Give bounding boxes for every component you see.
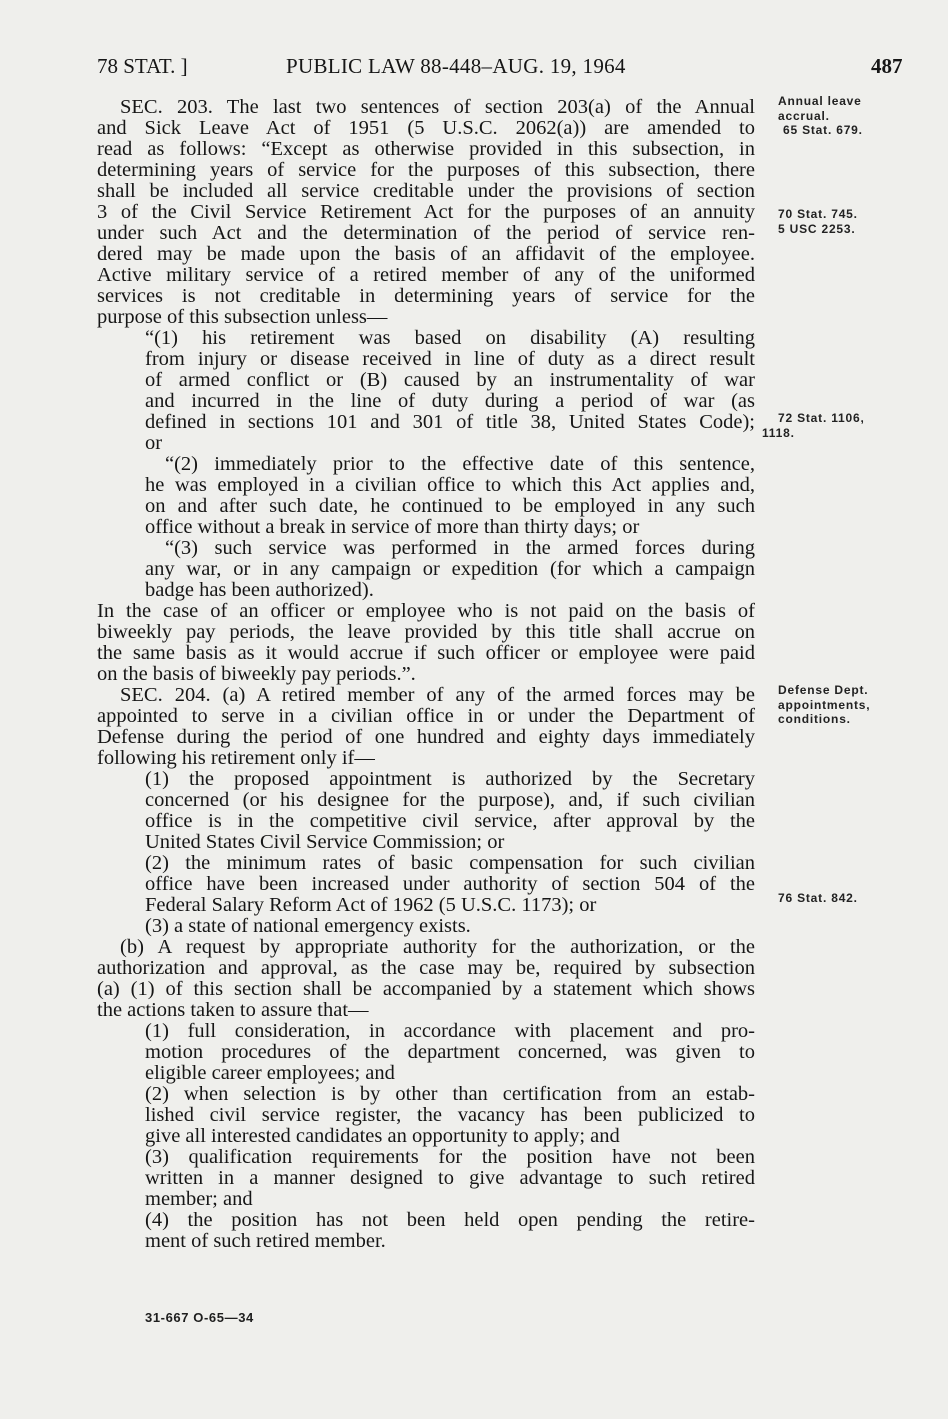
- text-line: ment of such retired member.: [145, 1230, 386, 1252]
- margin-note-76-stat: [778, 891, 858, 906]
- paragraph-sec-204-b-1: [97, 1021, 755, 1084]
- text-line: on the basis of biweekly pay periods.”.: [97, 663, 416, 685]
- text-line: written in a manner designed to give advantage to such retired: [145, 1167, 755, 1189]
- text-line: lished civil service register, the vacancy has been publicized to: [145, 1104, 755, 1126]
- paragraph-sec-204-b-2: [97, 1084, 755, 1147]
- text-line: badge has been authorized).: [145, 579, 374, 601]
- text-line: services is not creditable in determining years of service for the: [97, 285, 755, 307]
- margin-note-citation: 65 Stat. 679.: [783, 123, 863, 137]
- text-line: (b) A request by appropriate authority for the authorization, or the: [120, 936, 755, 958]
- text-line: the same basis as it would accrue if such officer or employee were paid: [97, 642, 755, 664]
- text-line: Active military service of a retired member of any of the uniformed: [97, 264, 755, 286]
- text-line: SEC. 204. (a) A retired member of any of the armed forces may be: [120, 684, 755, 706]
- paragraph-sec-203-closing: [97, 601, 755, 685]
- margin-note-line: Defense Dept.: [778, 683, 869, 697]
- text-line: SEC. 203. The last two sentences of section 203(a) of the Annual: [120, 96, 755, 118]
- margin-note-citation: 76 Stat. 842.: [778, 891, 858, 905]
- text-line: the actions taken to assure that—: [97, 999, 369, 1021]
- text-line: (4) the position has not been held open pending the retire-: [145, 1209, 755, 1231]
- text-line: office without a break in service of more than thirty days; or: [145, 516, 640, 538]
- page-number: 487: [871, 54, 903, 78]
- text-line: he was employed in a civilian office to which this Act applies and,: [145, 474, 755, 496]
- paragraph-sec-203-clause-1: [97, 328, 755, 454]
- paragraph-sec-204-b-4: [97, 1210, 755, 1252]
- margin-note-line: appointments,: [778, 697, 871, 712]
- text-line: (a) (1) of this section shall be accompanied by a statement which shows: [97, 978, 755, 1000]
- text-line: dered may be made upon the basis of an affidavit of the employee.: [97, 243, 755, 265]
- text-line: and Sick Leave Act of 1951 (5 U.S.C. 2062(a)) are amended to: [97, 117, 755, 139]
- text-line: 3 of the Civil Service Retirement Act for the purposes of an annuity: [97, 201, 755, 223]
- text-line: any war, or in any campaign or expedition (for which a campaign: [145, 558, 755, 580]
- margin-note-defense-dept: [778, 683, 870, 727]
- text-line: (2) the minimum rates of basic compensation for such civilian: [145, 852, 755, 874]
- text-line: (2) when selection is by other than certification from an estab-: [145, 1083, 755, 1105]
- text-line: In the case of an officer or employee who is not paid on the basis of: [97, 600, 755, 622]
- text-line: United States Civil Service Commission; or: [145, 831, 505, 853]
- margin-note-70-stat: [778, 207, 858, 236]
- text-line: authorization and approval, as the case may be, required by subsection: [97, 957, 755, 979]
- text-line: from injury or disease received in line of duty as a direct result: [145, 348, 755, 370]
- text-line: determining years of service for the purposes of this subsection, there: [97, 159, 755, 181]
- paragraph-sec-204-a: [97, 685, 755, 769]
- text-line: “(1) his retirement was based on disability (A) resulting: [145, 327, 755, 349]
- text-line: “(2) immediately prior to the effective date of this sentence,: [165, 453, 755, 475]
- text-line: under such Act and the determination of the period of service ren-: [97, 222, 755, 244]
- text-line: (1) the proposed appointment is authorized by the Secretary: [145, 768, 755, 790]
- margin-note-citation: 72 Stat. 1106,: [778, 411, 865, 425]
- text-line: following his retirement only if—: [97, 747, 375, 769]
- statute-text: [97, 97, 755, 1252]
- paragraph-sec-204-b: [97, 937, 755, 1021]
- text-line: office is in the competitive civil service, after approval by the: [145, 810, 755, 832]
- text-line: concerned (or his designee for the purpose), and, if such civilian: [145, 789, 755, 811]
- running-title: PUBLIC LAW 88-448–AUG. 19, 1964: [286, 54, 626, 78]
- paragraph-sec-203: [97, 97, 755, 328]
- margin-note-72-stat: [762, 411, 865, 440]
- text-line: appointed to serve in a civilian office in or under the Department of: [97, 705, 755, 727]
- margin-note-line: conditions.: [778, 712, 851, 726]
- text-line: give all interested candidates an opportunity to apply; and: [145, 1125, 620, 1147]
- paragraph-sec-204-a-1: [97, 769, 755, 853]
- text-line: defined in sections 101 and 301 of title 38, United States Code);: [145, 411, 755, 433]
- text-line: purpose of this subsection unless—: [97, 306, 388, 328]
- text-line: read as follows: “Except as otherwise provided in this subsection, in: [97, 138, 755, 160]
- print-code: 31-667 O-65—34: [145, 1310, 254, 1325]
- margin-note-citation: 1118.: [762, 425, 795, 440]
- text-line: (3) qualification requirements for the position have not been: [145, 1146, 755, 1168]
- text-line: shall be included all service creditable under the provisions of section: [97, 180, 755, 202]
- margin-note-line: accrual.: [778, 108, 830, 123]
- text-line: (1) full consideration, in accordance with placement and pro-: [145, 1020, 755, 1042]
- text-line: “(3) such service was performed in the armed forces during: [165, 537, 755, 559]
- margin-note-line: Annual leave: [778, 94, 862, 108]
- margin-note-citation: 5 USC 2253.: [778, 221, 856, 236]
- paragraph-sec-204-a-3: [97, 916, 755, 937]
- text-line: of armed conflict or (B) caused by an instrumentality of war: [145, 369, 755, 391]
- margin-note-annual-leave: [778, 94, 863, 138]
- text-line: (3) a state of national emergency exists.: [145, 915, 471, 937]
- text-line: and incurred in the line of duty during a period of war (as: [145, 390, 755, 412]
- volume-reference: 78 STAT. ]: [97, 54, 188, 78]
- text-line: eligible career employees; and: [145, 1062, 395, 1084]
- text-line: Federal Salary Reform Act of 1962 (5 U.S.C. 1173); or: [145, 894, 597, 916]
- text-line: or: [145, 432, 163, 454]
- paragraph-sec-204-b-3: [97, 1147, 755, 1210]
- text-line: on and after such date, he continued to be employed in any such: [145, 495, 755, 517]
- text-line: motion procedures of the department concerned, was given to: [145, 1041, 755, 1063]
- text-line: biweekly pay periods, the leave provided by this title shall accrue on: [97, 621, 755, 643]
- paragraph-sec-203-clause-3: [97, 538, 755, 601]
- paragraph-sec-204-a-2: [97, 853, 755, 916]
- text-line: office have been increased under authority of section 504 of the: [145, 873, 755, 895]
- text-line: Defense during the period of one hundred and eighty days immediately: [97, 726, 755, 748]
- paragraph-sec-203-clause-2: [97, 454, 755, 538]
- margin-note-citation: 70 Stat. 745.: [778, 207, 858, 221]
- text-line: member; and: [145, 1188, 253, 1210]
